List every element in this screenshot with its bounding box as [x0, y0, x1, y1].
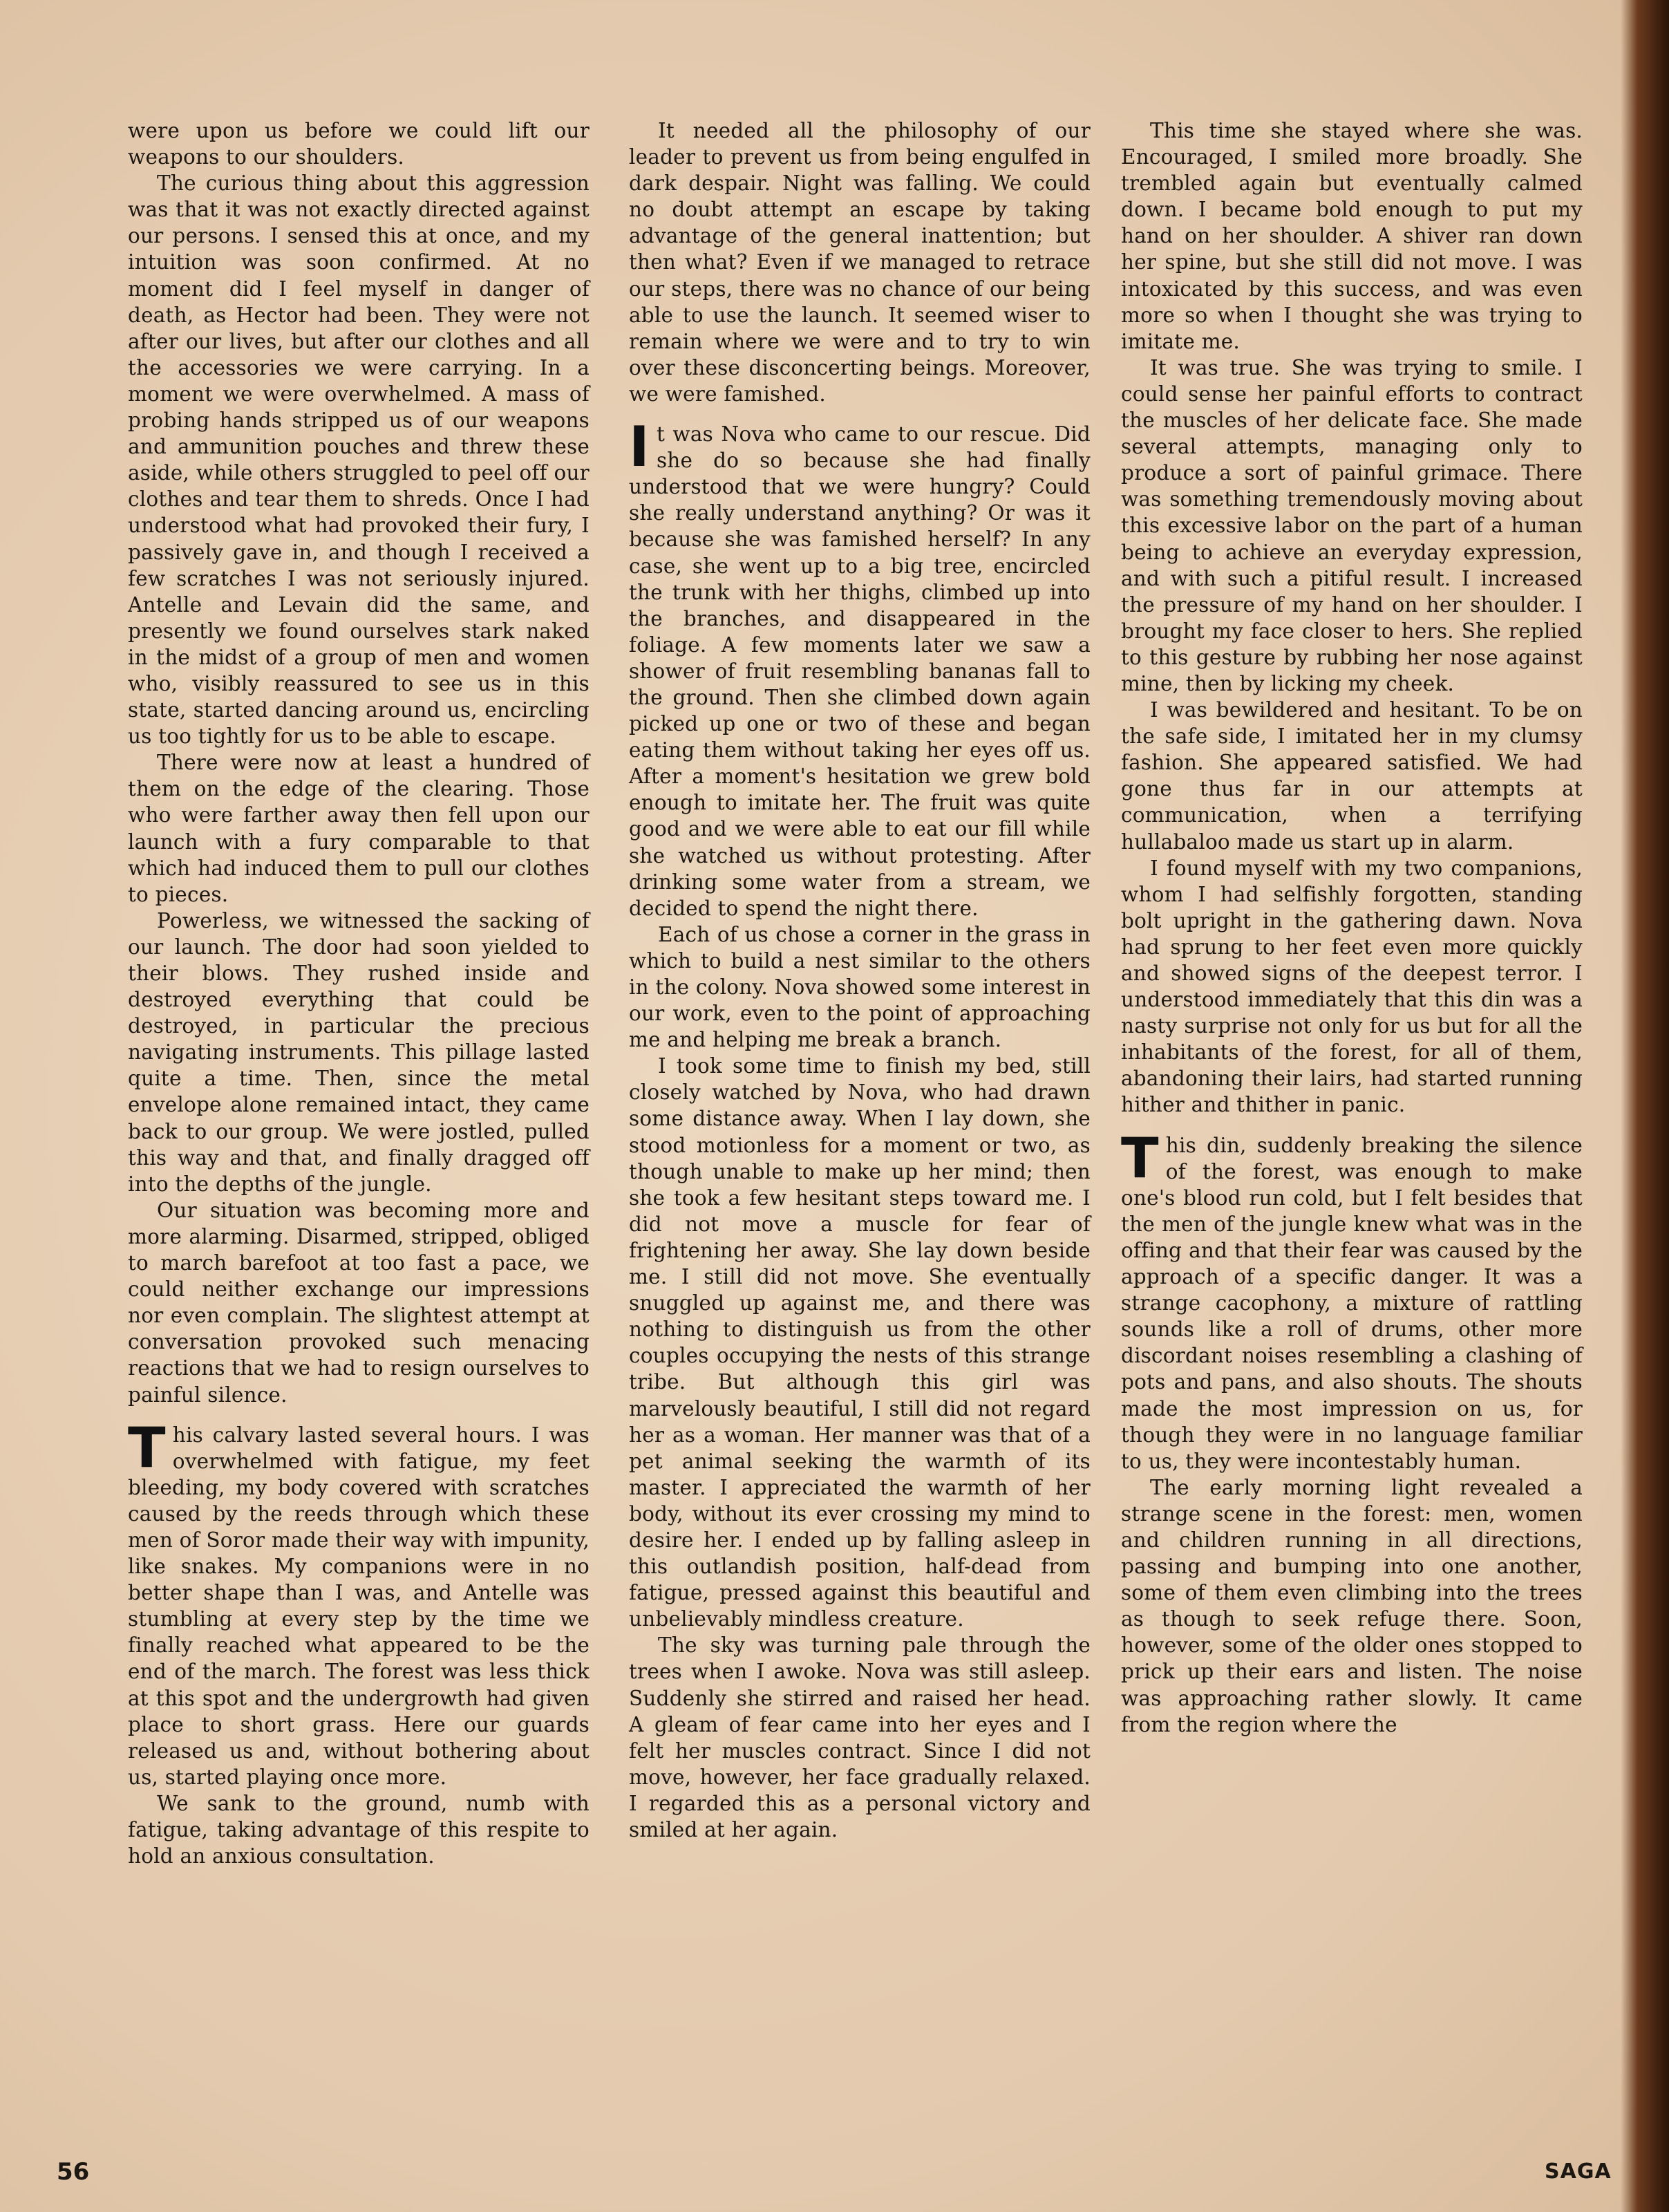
body-paragraph — [128, 749, 590, 908]
body-paragraph — [629, 1053, 1091, 1632]
section-paragraph — [128, 1415, 590, 1790]
body-paragraph — [1121, 355, 1583, 697]
paragraph-text: The sky was turning pale through the trees when I awoke. Nova was still asleep. Suddenly she stirred and raised her head. A gleam of fear came into her eyes and I felt her muscles contract. Since I did not move, however, her face gradually relaxed. I regarded this as a personal victory and smiled at her again. — [629, 1633, 1091, 1841]
body-paragraph — [128, 118, 590, 170]
drop-cap: T — [1121, 1125, 1159, 1190]
paragraph-text: There were now at least a hundred of them on the edge of the clearing. Those who were farther away then fell upon our launch with a fury comparable to that which had induced them to pull our clothes to pieces. — [128, 751, 590, 906]
body-paragraph — [128, 1790, 590, 1869]
text-column-1 — [128, 118, 590, 2053]
paragraph-text: were upon us before we could lift our weapons to our shoulders. — [128, 119, 590, 169]
body-paragraph — [128, 1197, 590, 1408]
body-paragraph — [1121, 855, 1583, 1118]
drop-cap: T — [128, 1415, 166, 1480]
text-column-3 — [1121, 118, 1583, 2053]
paragraph-text: Each of us chose a corner in the grass in which to build a nest similar to the others in the colony. Nova showed some interest in our work, even to the point of approaching me and helping me break a branch. — [629, 922, 1091, 1052]
paragraph-text: The curious thing about this aggression was that it was not exactly directed against our persons. I sensed this at once, and my intuition was soon confirmed. At no moment did I feel myself in danger of death, as Hector had been. They were not after our lives, but after our clothes and all the accessories we were carrying. In a moment we were overwhelmed. A mass of probing hands stripped us of our weapons and ammunition pouches and threw these aside, while others struggled to peel off our clothes and tear them to shreds. Once I had understood what had provoked their fury, I passively gave in, and though I received a few scratches I was not seriously injured. Antelle and Levain did the same, and presently we found ourselves stark naked in the midst of a group of men and women who, visibly reassured to see us in this state, started dancing around us, encircling us too tightly for us to be able to escape. — [128, 171, 590, 749]
paragraph-text: I took some time to finish my bed, still closely watched by Nova, who had drawn some distance away. When I lay down, she stood motionless for a moment or two, as though unable to make up her mind; then she took a few hesitant steps toward me. I did not move a muscle for fear of frightening her away. She lay down beside me. I still did not move. She eventually snuggled up against me, and there was nothing to distinguish us from the other couples occupying the nests of this strange tribe. But although this girl was marvelously beautiful, I still did not regard her as a woman. Her manner was that of a pet animal seeking the warmth of its master. I appreciated the warmth of her body, without its ever crossing my mind to desire her. I ended up by falling asleep in this outlandish position, half-dead from fatigue, pressed against this beautiful and unbelievably mindless creature. — [629, 1054, 1091, 1631]
paragraph-text: We sank to the ground, numb with fatigue, taking advantage of this respite to hold an anxious consultation. — [128, 1791, 590, 1868]
paragraph-text: his calvary lasted several hours. I was overwhelmed with fatigue, my feet bleeding, my body covered with scratches caused by the reeds through which these men of Soror made their way with impunity, like snakes. My companions were in no better shape than I was, and Antelle was stumbling at every step by the time we finally reached what appeared to be the end of the march. The forest was less thick at this spot and the undergrowth had given place to short grass. Here our guards released us and, without bothering about us, started playing once more. — [128, 1423, 590, 1789]
body-paragraph — [1121, 118, 1583, 355]
paragraph-text: This time she stayed where she was. Encouraged, I smiled more broadly. She trembled again but eventually calmed down. I became bold enough to put my hand on her shoulder. A shiver ran down her spine, but she still did not move. I was intoxicated by this success, and was even more so when I thought she was trying to imitate me. — [1121, 119, 1583, 353]
paragraph-text: I was bewildered and hesitant. To be on the safe side, I imitated her in my clumsy fashion. She appeared satisfied. We had gone thus far in our attempts at communication, when a terrifying hullabaloo made us start up in alarm. — [1121, 698, 1583, 854]
paragraph-text: I found myself with my two companions, whom I had selfishly forgotten, standing bolt upright in the gathering dawn. Nova had sprung to her feet even more quickly and showed signs of the deepest terror. I understood immediately that this din was a nasty surprise not only for us but for all the inhabitants of the forest, for all of them, abandoning their lairs, had started running hither and thither in panic. — [1121, 856, 1583, 1117]
body-paragraph — [629, 921, 1091, 1053]
body-paragraph — [1121, 697, 1583, 855]
paragraph-text: Our situation was becoming more and more alarming. Disarmed, stripped, obliged to march barefoot at too fast a pace, we could neither exchange our impressions nor even complain. The slightest attempt at conversation provoked such menacing reactions that we had to resign ourselves to painful silence. — [128, 1198, 590, 1407]
section-paragraph — [629, 415, 1091, 921]
paragraph-text: his din, suddenly breaking the silence of the forest, was enough to make one's blood run cold, but I felt besides that the men of the jungle knew what was in the offing and that their fear was caused by the approach of a specific danger. It was a strange cacophony, a mixture of rattling sounds like a roll of drums, other more discordant noises resembling a clashing of pots and pans, and also shouts. The shouts made the most impression on us, for though they were in no language familiar to us, they were incontestably human. — [1121, 1133, 1583, 1473]
body-paragraph — [128, 170, 590, 749]
paragraph-text: It needed all the philosophy of our leader to prevent us from being engulfed in dark despair. Night was falling. We could no doubt attempt an escape by taking advantage of the general inattention; but then what? Even if we managed to retrace our steps, there was no chance of our being able to use the launch. It seemed wiser to remain where we were and to try to win over these disconcerting beings. Moreover, we were famished. — [629, 119, 1091, 406]
paragraph-text: It was true. She was trying to smile. I could sense her painful efforts to contract the muscles of her delicate face. She made several attempts, managing only to produce a sort of painful grimace. There was something tremendously moving about this excessive labor on the part of a human being to achieve an everyday expression, and with such a pitiful result. I increased the pressure of my hand on her shoulder. I brought my face closer to hers. She replied to this gesture by rubbing her nose against mine, then by licking my cheek. — [1121, 355, 1583, 695]
body-paragraph — [1121, 1474, 1583, 1738]
body-paragraph — [128, 908, 590, 1197]
binding-edge — [1621, 0, 1669, 2212]
section-paragraph — [1121, 1125, 1583, 1474]
paragraph-text: The early morning light revealed a strange scene in the forest: men, women and children running in all directions, passing and bumping into one another, some of them even climbing into the trees as though to seek refuge there. Soon, however, some of the older ones stopped to prick up their ears and listen. The noise was approaching rather slowly. It came from the region where the — [1121, 1475, 1583, 1736]
paragraph-text: Powerless, we witnessed the sacking of our launch. The door had soon yielded to their blows. They rushed inside and destroyed everything that could be destroyed, in particular the precious navigating instruments. This pillage lasted quite a time. Then, since the metal envelope alone remained intact, they came back to our group. We were jostled, pulled this way and that, and finally dragged off into the depths of the jungle. — [128, 908, 590, 1196]
drop-cap: I — [629, 415, 650, 480]
magazine-name: SAGA — [1545, 2159, 1612, 2184]
paragraph-text: t was Nova who came to our rescue. Did she do so because she had finally understood that we were hungry? Could she really understand anything? Or was it because she was famished herself? In any case, she went up to a big tree, encircled the trunk with her thighs, climbed up into the branches, and disappeared in the foliage. A few moments later we saw a shower of fruit resembling bananas fall to the ground. Then she climbed down again picked up one or two of these and began eating them without taking her eyes off us. After a moment's hesitation we grew bold enough to imitate her. The fruit was quite good and we were able to eat our fill while she watched us without protesting. After drinking some water from a stream, we decided to spend the night there. — [629, 422, 1091, 920]
body-paragraph — [629, 1632, 1091, 1843]
text-column-2 — [629, 118, 1091, 2053]
body-paragraph — [629, 118, 1091, 407]
page-number: 56 — [57, 2158, 90, 2186]
